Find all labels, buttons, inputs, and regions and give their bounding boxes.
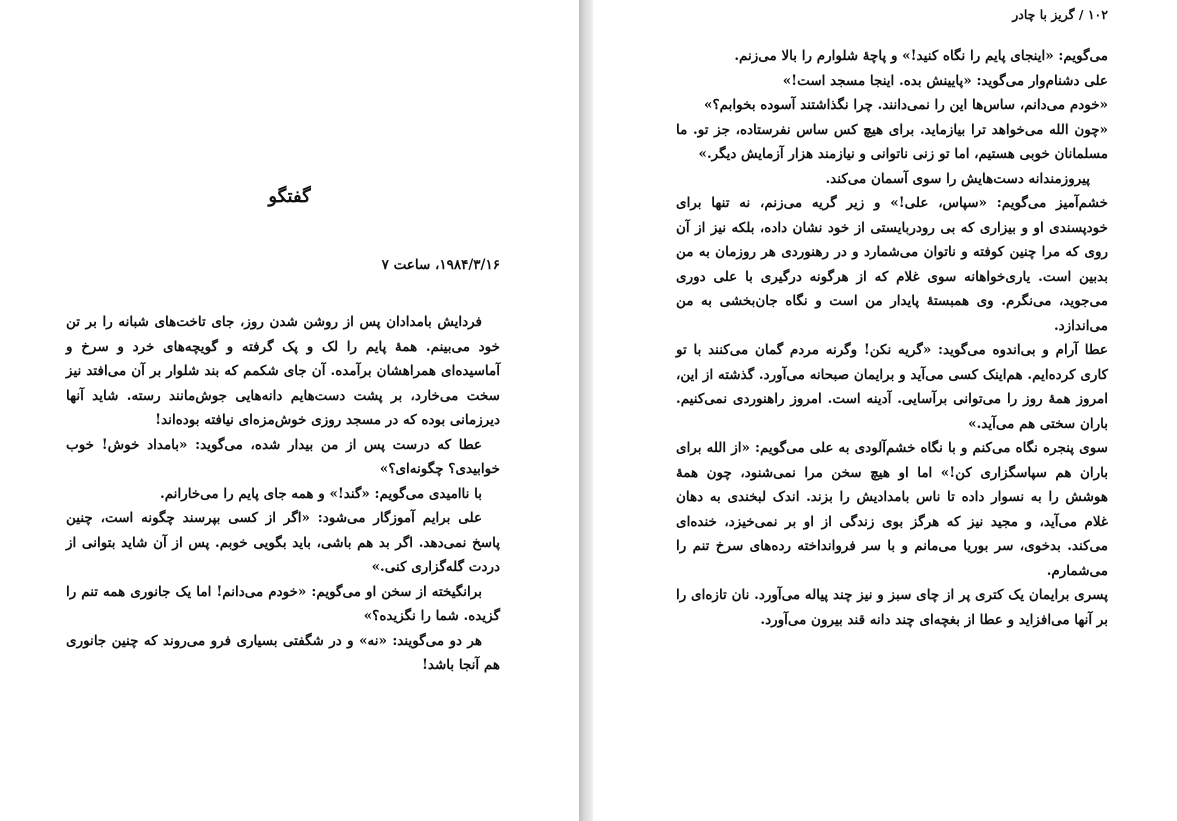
paragraph: هر دو می‌گویند: «نه» و در شگفتی بسیاری فرو می‌روند که چنین جانوری هم آنجا باشد! <box>66 632 500 673</box>
left-page <box>0 0 579 821</box>
paragraph: برانگیخته از سخن او می‌گویم: «خودم می‌دانم! اما یک جانوری همه تنم را گزیده. شما را نگزیده؟» <box>66 583 500 624</box>
paragraph: سوی پنجره نگاه می‌کنم و با نگاه خشم‌آلودی به علی می‌گویم: «از الله برای باران هم سپاسگزاری کن!» اما او هیچ سخن مرا نمی‌شنود، چون همهٔ هوشش را به نسوار داده تا ناس بامدادیش را بزند. اندک لبخندی به دهان غلام می‌آید، و مجید نیز که هرگز بوی زندگی از او بر نمی‌خیزد، خنده‌ای می‌کند. بدخوی، سر بوریا می‌مانم و با سر فروانداخته رده‌های سرخ تنم را می‌شمارم. <box>676 440 1108 579</box>
paragraph: با ناامیدی می‌گویم: «گند!» و همه جای پایم را می‌خارانم. <box>160 485 482 502</box>
paragraph: «خودم می‌دانم، ساس‌ها این را نمی‌دانند. چرا نگذاشتند آسوده بخوابم؟» <box>704 97 1108 113</box>
paragraph: خشم‌آمیز می‌گویم: «سپاس، علی!» و زیر گریه می‌زنم، نه تنها برای خودپسندی او و بیزاری که بی رودربایستی از خود نشان داده، بلکه نیز از آن روی که مرا چنین کوفته و ناتوان می‌شمارد و در رهنوردی هر روزمان به من بدبین است. یاری‌خواهانه سوی غلام که از هرگونه درگیری با علی دوری می‌جوید، می‌نگرم. وی همبستهٔ پایدار من است و نگاه جان‌بخشی به من می‌اندازد. <box>676 195 1108 334</box>
page-gutter <box>579 0 593 821</box>
paragraph: فردایش بامدادان پس از روشن شدن روز، جای تاخت‌های شبانه را بر تن خود می‌بینم. همهٔ پایم را لک و پک گرفته و گویچه‌های خرد و سرخ و آماسیده‌ای همراهشان برآمده. آن جای شکمم که بند شلوار بر آن می‌افتد نیز سخت می‌خارد، بر پشت دست‌هایم دانه‌هایی جوش‌مانند رسته. شاید آنها دیرزمانی بوده که در مسجد روزی خوش‌مزه‌ای نیافته بوده‌اند! <box>66 314 500 428</box>
paragraph: علی دشنام‌وار می‌گوید: «پایینش بده. اینجا مسجد است!» <box>782 72 1108 89</box>
paragraph: عطا که درست پس از من بیدار شده، می‌گوید: «بامداد خوش! خوب خوابیدی؟ چگونه‌ای؟» <box>66 436 500 477</box>
paragraph: «چون الله می‌خواهد ترا بیازماید. برای هیچ کس ساس نفرستاده، جز تو. ما مسلمانان خوبی هستیم، اما تو زنی ناتوانی و نیازمند هزار آزمایش دیگر.» <box>676 121 1108 162</box>
left-page-body <box>66 310 500 678</box>
paragraph: پسری برایمان یک کتری پر از چای سبز و نیز چند پیاله می‌آورد. نان تازه‌ای را بر آنها می‌افزاید و عطا از بغچه‌ای چند دانه قند بیرون می‌آورد. <box>676 587 1108 628</box>
right-page-body <box>676 44 1108 632</box>
right-page <box>593 0 1177 821</box>
paragraph: علی برایم آموزگار می‌شود: «اگر از کسی بپرسند چگونه است، چنین پاسخ نمی‌دهد. اگر بد هم باشی، باید بگویی خوبم. پس از آن شاید بتوانی از دردت گله‌گزاری کنی.» <box>66 510 500 575</box>
running-header: ۱۰۲ / گریز با چادر <box>1012 7 1108 22</box>
chapter-title: گفتگو <box>268 186 311 207</box>
paragraph: پیروزمندانه دست‌هایش را سوی آسمان می‌کند. <box>825 170 1090 187</box>
paragraph: عطا آرام و بی‌اندوه می‌گوید: «گریه نکن! وگرنه مردم گمان می‌کنند با تو کاری کرده‌ایم. هم‌اینک کسی می‌آید و برایمان صبحانه می‌آورد. گذشته از این، امروز همهٔ روز را می‌توانی برآسایی. آدینه است. امروز راهنوردی نمی‌کنیم. باران سختی هم می‌آید.» <box>676 342 1108 432</box>
paragraph: می‌گویم: «اینجای پایم را نگاه کنید!» و پاچهٔ شلوارم را بالا می‌زنم. <box>734 48 1108 64</box>
diary-date-line: ۱۹۸۴/۳/۱۶، ساعت ۷ <box>381 257 500 273</box>
